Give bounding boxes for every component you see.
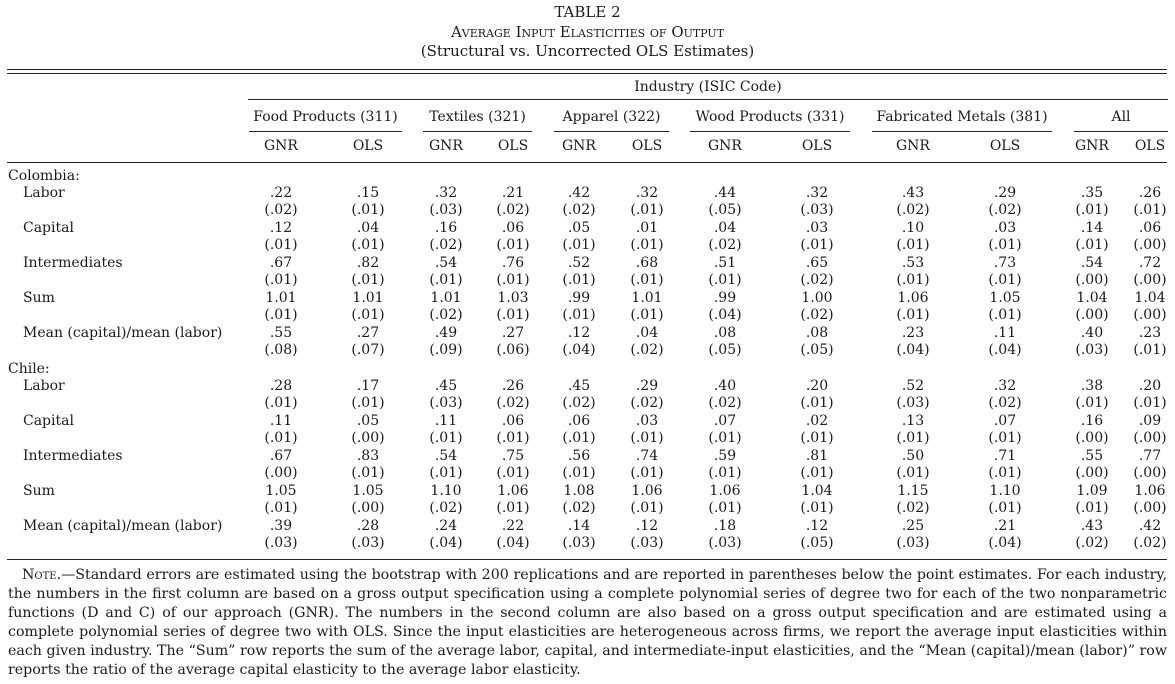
table-title: Average Input Elasticities of Output <box>450 23 725 41</box>
estimate-cell: .07 <box>713 413 737 429</box>
std-error-cell: (.00) <box>1075 465 1109 481</box>
std-error-cell: (.01) <box>562 272 596 288</box>
std-error-cell: (.01) <box>800 500 834 516</box>
estimate-cell: .65 <box>805 255 829 271</box>
estimate-cell: 1.05 <box>989 290 1021 306</box>
std-error-cell: (.05) <box>708 342 742 358</box>
estimate-cell: 1.03 <box>497 290 529 306</box>
estimate-cell: .52 <box>567 255 591 271</box>
std-error-cell: (.01) <box>1075 237 1109 253</box>
std-error-cell: (.01) <box>351 395 385 411</box>
std-error-cell: (.01) <box>708 272 742 288</box>
std-error-cell: (.01) <box>630 465 664 481</box>
estimate-cell: .32 <box>805 185 829 201</box>
estimate-cell: 1.04 <box>1134 290 1166 306</box>
estimate-cell: .21 <box>501 185 525 201</box>
std-error-cell: (.01) <box>351 202 385 218</box>
estimate-cell: .18 <box>713 518 737 534</box>
estimate-cell: .04 <box>713 220 737 236</box>
group-label: Fabricated Metals (381) <box>876 109 1048 125</box>
std-error-cell: (.00) <box>1133 500 1167 516</box>
group-rule <box>1074 131 1168 132</box>
group-rule <box>872 131 1052 132</box>
group-rule <box>423 131 532 132</box>
section-label: Chile: <box>8 361 50 377</box>
table-number: TABLE 2 <box>554 3 621 21</box>
std-error-cell: (.00) <box>1133 307 1167 323</box>
estimate-cell: .27 <box>356 325 380 341</box>
section-label: Colombia: <box>8 168 80 184</box>
row-label: Sum <box>23 483 55 499</box>
std-error-cell: (.01) <box>630 430 664 446</box>
estimate-cell: 1.06 <box>497 483 529 499</box>
std-error-cell: (.01) <box>351 465 385 481</box>
std-error-cell: (.01) <box>800 395 834 411</box>
estimate-cell: .55 <box>1080 448 1104 464</box>
std-error-cell: (.02) <box>562 395 596 411</box>
estimate-cell: .07 <box>993 413 1017 429</box>
estimate-cell: .42 <box>567 185 591 201</box>
group-label: Textiles (321) <box>429 109 526 125</box>
std-error-cell: (.01) <box>496 272 530 288</box>
estimate-cell: .23 <box>1138 325 1162 341</box>
std-error-cell: (.00) <box>1075 272 1109 288</box>
std-error-cell: (.00) <box>1133 465 1167 481</box>
std-error-cell: (.02) <box>800 272 834 288</box>
estimate-cell: .27 <box>501 325 525 341</box>
estimate-cell: .11 <box>434 413 458 429</box>
estimate-cell: .82 <box>356 255 380 271</box>
column-header: GNR <box>429 138 463 154</box>
std-error-cell: (.01) <box>800 237 834 253</box>
column-header: OLS <box>352 138 384 154</box>
std-error-cell: (.02) <box>562 202 596 218</box>
estimate-cell: .14 <box>567 518 591 534</box>
estimate-cell: .52 <box>901 378 925 394</box>
std-error-cell: (.04) <box>708 307 742 323</box>
estimate-cell: .14 <box>1080 220 1104 236</box>
estimate-cell: .15 <box>356 185 380 201</box>
std-error-cell: (.04) <box>896 342 930 358</box>
estimate-cell: .29 <box>635 378 659 394</box>
std-error-cell: (.02) <box>429 500 463 516</box>
estimate-cell: .10 <box>901 220 925 236</box>
estimate-cell: .02 <box>805 413 829 429</box>
estimate-cell: .01 <box>635 220 659 236</box>
column-header: OLS <box>631 138 663 154</box>
estimate-cell: 1.05 <box>352 483 384 499</box>
std-error-cell: (.05) <box>708 202 742 218</box>
column-header: OLS <box>989 138 1021 154</box>
group-rule <box>554 131 669 132</box>
estimate-cell: .06 <box>501 220 525 236</box>
estimate-cell: .38 <box>1080 378 1104 394</box>
estimate-cell: .03 <box>635 413 659 429</box>
std-error-cell: (.01) <box>1075 395 1109 411</box>
std-error-cell: (.03) <box>351 535 385 551</box>
std-error-cell: (.01) <box>630 202 664 218</box>
row-label: Capital <box>23 220 74 236</box>
std-error-cell: (.01) <box>896 430 930 446</box>
std-error-cell: (.02) <box>1075 535 1109 551</box>
estimate-cell: .26 <box>501 378 525 394</box>
estimate-cell: 1.06 <box>897 290 929 306</box>
std-error-cell: (.09) <box>429 342 463 358</box>
estimate-cell: 1.10 <box>430 483 462 499</box>
estimate-cell: .68 <box>635 255 659 271</box>
std-error-cell: (.00) <box>351 430 385 446</box>
std-error-cell: (.01) <box>896 307 930 323</box>
top-rule-1 <box>7 69 1167 70</box>
group-label: Food Products (311) <box>253 109 398 125</box>
estimate-cell: .81 <box>805 448 829 464</box>
estimate-cell: .23 <box>901 325 925 341</box>
estimate-cell: .35 <box>1080 185 1104 201</box>
estimate-cell: .12 <box>635 518 659 534</box>
estimate-cell: .11 <box>993 325 1017 341</box>
column-header: GNR <box>896 138 930 154</box>
estimate-cell: .75 <box>501 448 525 464</box>
row-label: Labor <box>23 185 65 201</box>
estimate-cell: .54 <box>1080 255 1104 271</box>
row-label: Intermediates <box>23 448 123 464</box>
std-error-cell: (.01) <box>800 465 834 481</box>
estimate-cell: .74 <box>635 448 659 464</box>
estimate-cell: .24 <box>434 518 458 534</box>
estimate-cell: .12 <box>567 325 591 341</box>
estimate-cell: .03 <box>993 220 1017 236</box>
row-label: Mean (capital)/mean (labor) <box>23 325 223 341</box>
std-error-cell: (.01) <box>496 430 530 446</box>
estimate-cell: 1.15 <box>897 483 929 499</box>
std-error-cell: (.02) <box>630 395 664 411</box>
table-note <box>8 566 1167 680</box>
std-error-cell: (.03) <box>562 535 596 551</box>
estimate-cell: 1.05 <box>265 483 297 499</box>
std-error-cell: (.03) <box>429 202 463 218</box>
column-header: GNR <box>562 138 596 154</box>
std-error-cell: (.01) <box>630 237 664 253</box>
std-error-cell: (.01) <box>1075 202 1109 218</box>
std-error-cell: (.02) <box>800 307 834 323</box>
estimate-cell: .72 <box>1138 255 1162 271</box>
estimate-cell: .42 <box>1138 518 1162 534</box>
estimate-cell: .50 <box>901 448 925 464</box>
std-error-cell: (.01) <box>988 307 1022 323</box>
std-error-cell: (.01) <box>630 272 664 288</box>
estimate-cell: .54 <box>434 448 458 464</box>
group-label: All <box>1111 109 1131 125</box>
estimate-cell: 1.08 <box>563 483 595 499</box>
estimate-cell: 1.04 <box>801 483 833 499</box>
column-header: OLS <box>497 138 529 154</box>
estimate-cell: .44 <box>713 185 737 201</box>
std-error-cell: (.01) <box>1075 500 1109 516</box>
estimate-cell: 1.01 <box>631 290 663 306</box>
std-error-cell: (.03) <box>429 395 463 411</box>
std-error-cell: (.03) <box>896 535 930 551</box>
row-label: Intermediates <box>23 255 123 271</box>
estimate-cell: .45 <box>567 378 591 394</box>
industry-rule <box>248 99 1168 100</box>
estimate-cell: .06 <box>1138 220 1162 236</box>
column-header: GNR <box>264 138 298 154</box>
note-head: Note. <box>22 567 62 583</box>
std-error-cell: (.01) <box>264 272 298 288</box>
std-error-cell: (.03) <box>800 202 834 218</box>
estimate-cell: .39 <box>269 518 293 534</box>
estimate-cell: .25 <box>901 518 925 534</box>
estimate-cell: .43 <box>901 185 925 201</box>
std-error-cell: (.02) <box>496 202 530 218</box>
std-error-cell: (.07) <box>351 342 385 358</box>
std-error-cell: (.01) <box>896 237 930 253</box>
estimate-cell: .16 <box>434 220 458 236</box>
std-error-cell: (.01) <box>988 500 1022 516</box>
std-error-cell: (.01) <box>630 500 664 516</box>
estimate-cell: 1.06 <box>709 483 741 499</box>
std-error-cell: (.01) <box>988 465 1022 481</box>
std-error-cell: (.01) <box>988 237 1022 253</box>
std-error-cell: (.01) <box>351 237 385 253</box>
std-error-cell: (.01) <box>429 465 463 481</box>
std-error-cell: (.02) <box>496 395 530 411</box>
estimate-cell: .12 <box>805 518 829 534</box>
std-error-cell: (.05) <box>800 535 834 551</box>
std-error-cell: (.01) <box>562 430 596 446</box>
estimate-cell: 1.09 <box>1076 483 1108 499</box>
estimate-cell: .08 <box>713 325 737 341</box>
std-error-cell: (.02) <box>896 500 930 516</box>
row-label: Capital <box>23 413 74 429</box>
estimate-cell: .28 <box>356 518 380 534</box>
note-body: —Standard errors are estimated using the bootstrap with 200 replications and are reported in parentheses below the point estimates. For each industry, the numbers in the first column are based on a gross output specification using a complete polynomial series of degree two for each of the two nonparametric functions (D and C) of our approach (GNR). The numbers in the second column are also based on a gross output specification and are estimated using a complete polynomial series of degree two with OLS. Since the input elasticities are heterogeneous across firms, we report the average input elasticities within each given industry. The “Sum” row reports the sum of the average labor, capital, and intermediate-input elasticities, and the “Mean (capital)/mean (labor)” row reports the ratio of the average capital elasticity to the average labor elasticity. <box>8 567 1167 678</box>
estimate-cell: .12 <box>269 220 293 236</box>
group-rule <box>690 131 850 132</box>
row-label: Sum <box>23 290 55 306</box>
std-error-cell: (.02) <box>630 342 664 358</box>
estimate-cell: .22 <box>501 518 525 534</box>
std-error-cell: (.01) <box>562 237 596 253</box>
estimate-cell: .71 <box>993 448 1017 464</box>
std-error-cell: (.01) <box>429 272 463 288</box>
estimate-cell: .13 <box>901 413 925 429</box>
std-error-cell: (.01) <box>351 307 385 323</box>
std-error-cell: (.01) <box>264 395 298 411</box>
std-error-cell: (.03) <box>630 535 664 551</box>
std-error-cell: (.03) <box>264 535 298 551</box>
std-error-cell: (.08) <box>264 342 298 358</box>
estimate-cell: 1.06 <box>1134 483 1166 499</box>
estimate-cell: .99 <box>567 290 591 306</box>
std-error-cell: (.01) <box>496 465 530 481</box>
std-error-cell: (.02) <box>562 500 596 516</box>
std-error-cell: (.04) <box>988 535 1022 551</box>
estimate-cell: .40 <box>713 378 737 394</box>
std-error-cell: (.02) <box>988 395 1022 411</box>
estimate-cell: .40 <box>1080 325 1104 341</box>
estimate-cell: .45 <box>434 378 458 394</box>
estimate-cell: .99 <box>713 290 737 306</box>
std-error-cell: (.01) <box>496 237 530 253</box>
estimate-cell: .73 <box>993 255 1017 271</box>
estimate-cell: .49 <box>434 325 458 341</box>
std-error-cell: (.04) <box>988 342 1022 358</box>
std-error-cell: (.02) <box>429 237 463 253</box>
estimate-cell: .05 <box>356 413 380 429</box>
estimate-cell: 1.10 <box>989 483 1021 499</box>
bottom-rule <box>7 559 1167 560</box>
estimate-cell: .32 <box>993 378 1017 394</box>
std-error-cell: (.04) <box>496 535 530 551</box>
std-error-cell: (.04) <box>562 342 596 358</box>
estimate-cell: .06 <box>501 413 525 429</box>
estimate-cell: .67 <box>269 255 293 271</box>
std-error-cell: (.01) <box>496 500 530 516</box>
estimate-cell: .54 <box>434 255 458 271</box>
estimate-cell: .20 <box>1138 378 1162 394</box>
std-error-cell: (.00) <box>264 465 298 481</box>
estimate-cell: .59 <box>713 448 737 464</box>
group-label: Apparel (322) <box>562 109 661 125</box>
column-header: OLS <box>1134 138 1166 154</box>
estimate-cell: 1.01 <box>265 290 297 306</box>
estimate-cell: .17 <box>356 378 380 394</box>
column-header: GNR <box>708 138 742 154</box>
estimate-cell: .16 <box>1080 413 1104 429</box>
column-header: OLS <box>801 138 833 154</box>
estimate-cell: 1.04 <box>1076 290 1108 306</box>
std-error-cell: (.01) <box>708 430 742 446</box>
std-error-cell: (.01) <box>988 430 1022 446</box>
std-error-cell: (.00) <box>1133 272 1167 288</box>
header-rule <box>7 162 1167 163</box>
estimate-cell: .28 <box>269 378 293 394</box>
estimate-cell: .67 <box>269 448 293 464</box>
estimate-cell: .83 <box>356 448 380 464</box>
estimate-cell: .21 <box>993 518 1017 534</box>
column-header: GNR <box>1075 138 1109 154</box>
std-error-cell: (.00) <box>1075 430 1109 446</box>
estimate-cell: 1.00 <box>801 290 833 306</box>
std-error-cell: (.01) <box>708 500 742 516</box>
std-error-cell: (.06) <box>496 342 530 358</box>
std-error-cell: (.03) <box>708 535 742 551</box>
std-error-cell: (.02) <box>1133 535 1167 551</box>
estimate-cell: .32 <box>434 185 458 201</box>
std-error-cell: (.01) <box>1133 202 1167 218</box>
estimate-cell: 1.01 <box>352 290 384 306</box>
group-label: Wood Products (331) <box>695 109 845 125</box>
std-error-cell: (.01) <box>800 430 834 446</box>
std-error-cell: (.01) <box>264 307 298 323</box>
std-error-cell: (.01) <box>630 307 664 323</box>
estimate-cell: .20 <box>805 378 829 394</box>
std-error-cell: (.05) <box>800 342 834 358</box>
estimate-cell: .03 <box>805 220 829 236</box>
std-error-cell: (.02) <box>896 202 930 218</box>
std-error-cell: (.01) <box>429 430 463 446</box>
top-rule-2 <box>7 73 1167 74</box>
group-rule <box>249 131 402 132</box>
estimate-cell: .26 <box>1138 185 1162 201</box>
std-error-cell: (.02) <box>708 395 742 411</box>
std-error-cell: (.02) <box>264 202 298 218</box>
estimate-cell: .56 <box>567 448 591 464</box>
std-error-cell: (.04) <box>429 535 463 551</box>
std-error-cell: (.01) <box>988 272 1022 288</box>
row-label: Labor <box>23 378 65 394</box>
estimate-cell: 1.06 <box>631 483 663 499</box>
estimate-cell: .53 <box>901 255 925 271</box>
std-error-cell: (.02) <box>988 202 1022 218</box>
estimate-cell: .04 <box>635 325 659 341</box>
std-error-cell: (.00) <box>1133 237 1167 253</box>
estimate-cell: .32 <box>635 185 659 201</box>
std-error-cell: (.01) <box>562 465 596 481</box>
estimate-cell: .06 <box>567 413 591 429</box>
std-error-cell: (.02) <box>708 237 742 253</box>
row-label: Mean (capital)/mean (labor) <box>23 518 223 534</box>
estimate-cell: .05 <box>567 220 591 236</box>
estimate-cell: .43 <box>1080 518 1104 534</box>
estimate-cell: .29 <box>993 185 1017 201</box>
std-error-cell: (.00) <box>1133 430 1167 446</box>
std-error-cell: (.01) <box>1133 342 1167 358</box>
std-error-cell: (.01) <box>264 500 298 516</box>
estimate-cell: .08 <box>805 325 829 341</box>
estimate-cell: .04 <box>356 220 380 236</box>
estimate-cell: 1.01 <box>430 290 462 306</box>
estimate-cell: .22 <box>269 185 293 201</box>
estimate-cell: .55 <box>269 325 293 341</box>
table-subtitle: (Structural vs. Uncorrected OLS Estimates) <box>420 42 755 60</box>
std-error-cell: (.00) <box>351 500 385 516</box>
estimate-cell: .51 <box>713 255 737 271</box>
std-error-cell: (.02) <box>429 307 463 323</box>
industry-header: Industry (ISIC Code) <box>634 79 782 95</box>
std-error-cell: (.01) <box>1133 395 1167 411</box>
std-error-cell: (.03) <box>896 395 930 411</box>
std-error-cell: (.01) <box>264 430 298 446</box>
std-error-cell: (.01) <box>896 272 930 288</box>
std-error-cell: (.01) <box>496 307 530 323</box>
estimate-cell: .76 <box>501 255 525 271</box>
std-error-cell: (.00) <box>1075 307 1109 323</box>
std-error-cell: (.01) <box>896 465 930 481</box>
std-error-cell: (.01) <box>562 307 596 323</box>
std-error-cell: (.01) <box>264 237 298 253</box>
std-error-cell: (.01) <box>708 465 742 481</box>
estimate-cell: .77 <box>1138 448 1162 464</box>
std-error-cell: (.03) <box>1075 342 1109 358</box>
std-error-cell: (.01) <box>351 272 385 288</box>
estimate-cell: .11 <box>269 413 293 429</box>
estimate-cell: .09 <box>1138 413 1162 429</box>
